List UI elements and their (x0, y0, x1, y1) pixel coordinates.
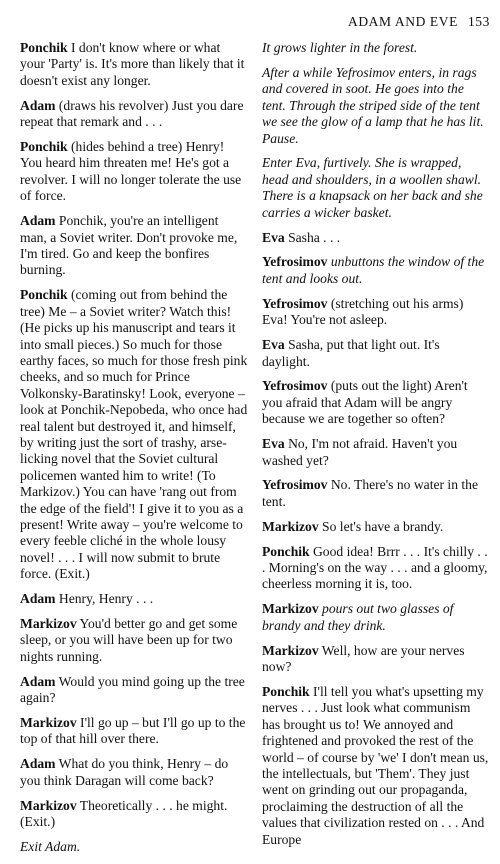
right-column (262, 40, 490, 857)
speaker-name: Markizov (262, 642, 319, 658)
running-head (348, 14, 490, 30)
dialogue-line (262, 601, 490, 634)
dialogue-line (262, 684, 490, 848)
line-text: Sasha, put that light out. It's daylight. (262, 337, 440, 369)
dialogue-line (20, 287, 248, 582)
dialogue-line (20, 139, 248, 205)
line-text: (puts out the light) Aren't you afraid that Adam will be angry because we are together so often? (262, 378, 468, 427)
speaker-name: Adam (20, 673, 56, 689)
stage-direction-text: Exit Adam. (20, 838, 81, 854)
stage-direction-text: It grows lighter in the forest. (262, 40, 418, 55)
speaker-name: Markizov (262, 601, 319, 617)
stage-direction (20, 839, 248, 855)
speaker-name: Eva (262, 229, 285, 245)
speaker-name: Markizov (20, 616, 77, 631)
line-text: (draws his revolver) Just you dare repeat that remark and . . . (20, 97, 244, 130)
stage-direction-text: After a while Yefrosimov enters, in rags and covered in soot. He goes into the tent. Through the striped side of the tent we see the glow of a lamp that he has lit. Pause. (262, 64, 484, 146)
dialogue-line (262, 254, 490, 287)
speaker-name: Yefrosimov (262, 295, 328, 311)
dialogue-line (20, 591, 248, 607)
dialogue-line (262, 296, 490, 329)
speaker-name: Adam (20, 756, 56, 772)
dialogue-line (20, 674, 248, 707)
speaker-name: Ponchik (20, 139, 68, 155)
speaker-name: Adam (20, 213, 56, 229)
line-text: pours out two glasses of brandy and they drink. (262, 601, 454, 633)
line-text: I'll go up – but I'll go up to the top of that hill over there. (20, 715, 246, 747)
speaker-name: Yefrosimov (262, 477, 328, 493)
speaker-name: Markizov (20, 715, 77, 731)
dialogue-line (262, 544, 490, 593)
page-number: 153 (467, 14, 490, 29)
speaker-name: Markizov (262, 518, 319, 534)
speaker-name: Ponchik (262, 684, 310, 699)
running-head-title: ADAM AND EVE (347, 14, 458, 29)
line-text: I don't know where or what your 'Party' is. It's more than likely that it doesn't exist any longer. (20, 40, 245, 88)
dialogue-line (20, 798, 248, 831)
line-text: (hides behind a tree) Henry! You heard him threaten me! He's got a revolver. I will no longer tolerate the use of force. (20, 139, 242, 204)
dialogue-line (262, 477, 490, 510)
dialogue-line (20, 40, 248, 89)
line-text: Henry, Henry . . . (55, 591, 154, 607)
line-text: No, I'm not afraid. Haven't you washed yet? (262, 436, 458, 468)
line-text: You'd better go and get some sleep, or you will have been up for two nights running. (20, 616, 238, 664)
speaker-name: Ponchik (262, 543, 310, 559)
speaker-name: Yefrosimov (262, 378, 328, 394)
speaker-name: Ponchik (20, 287, 68, 303)
speaker-name: Adam (20, 97, 56, 113)
line-text: What do you think, Henry – do you think Daragan will come back? (20, 756, 229, 788)
line-text: No. There's no water in the tent. (262, 477, 479, 509)
dialogue-line (262, 337, 490, 370)
speaker-name: Ponchik (20, 40, 68, 55)
line-text: Theoretically . . . he might. (Exit.) (20, 797, 228, 830)
dialogue-line (262, 643, 490, 676)
line-text: Would you mind going up the tree again? (20, 673, 245, 706)
stage-direction-text: Enter Eva, furtively. She is wrapped, head and shoulders, in a woollen shawl. There is a knapsack on her back and she carries a wicker basket. (262, 155, 483, 220)
dialogue-line (20, 756, 248, 789)
stage-direction (262, 40, 490, 56)
speaker-name: Markizov (20, 797, 77, 813)
line-text: unbuttons the window of the tent and looks out. (262, 254, 485, 286)
dialogue-line (20, 715, 248, 748)
dialogue-line (262, 519, 490, 535)
dialogue-line (262, 230, 490, 246)
line-text: Ponchik, you're an intelligent man, a Soviet writer. Don't provoke me, I'm tired. Go and keep the bonfires burning. (20, 213, 238, 278)
line-text: (stretching out his arms) Eva! You're not asleep. (262, 295, 464, 328)
line-text: So let's have a brandy. (318, 518, 444, 534)
stage-direction (262, 155, 490, 221)
dialogue-line (20, 213, 248, 279)
dialogue-line (262, 378, 490, 427)
line-text: Sasha . . . (284, 229, 341, 245)
speaker-name: Adam (20, 591, 56, 607)
dialogue-line (20, 98, 248, 131)
line-text: Good idea! Brrr . . . It's chilly . . . Morning's on the way . . . and a gloomy, cheerless morning it is, too. (262, 543, 488, 592)
line-text: Well, how are your nerves now? (262, 642, 465, 675)
speaker-name: Eva (262, 436, 285, 452)
speaker-name: Eva (262, 337, 285, 353)
left-column (20, 40, 248, 864)
dialogue-line (20, 616, 248, 665)
speaker-name: Yefrosimov (262, 254, 328, 270)
line-text: (coming out from behind the tree) Me – a Soviet writer? Watch this! (He picks up his manuscript and tears it into small pieces.) So much for those earthy faces, so much for those fresh pink cheeks, and so much for Prince Volkonsky-Baratinsky! Look, everyone – look at Ponchik-Nepobeda, who once had real talent but destroyed it, and himself, by writing just the sort of trashy, arse-licking novel that the Soviet cultural policemen wanted him to write! (To Markizov.) You can have 'rang out from the edge of the field'! I give it to you as a present! Write away – you're welcome to every feeble cliché in the whole lousy novel! . . . I will now submit to brute force. (Exit.) (20, 287, 248, 582)
dialogue-line (262, 436, 490, 469)
stage-direction (262, 65, 490, 147)
line-text: I'll tell you what's upsetting my nerves . . . Just look what communism has brought us to! We annoyed and frightened and provoked the rest of the world – of course by 'we' I don't mean us, the intellectuals, but 'Them'. They just went on grinding out our propaganda, proclaiming the destruction of all the values that civilization rested on . . . And Europe (262, 684, 489, 847)
